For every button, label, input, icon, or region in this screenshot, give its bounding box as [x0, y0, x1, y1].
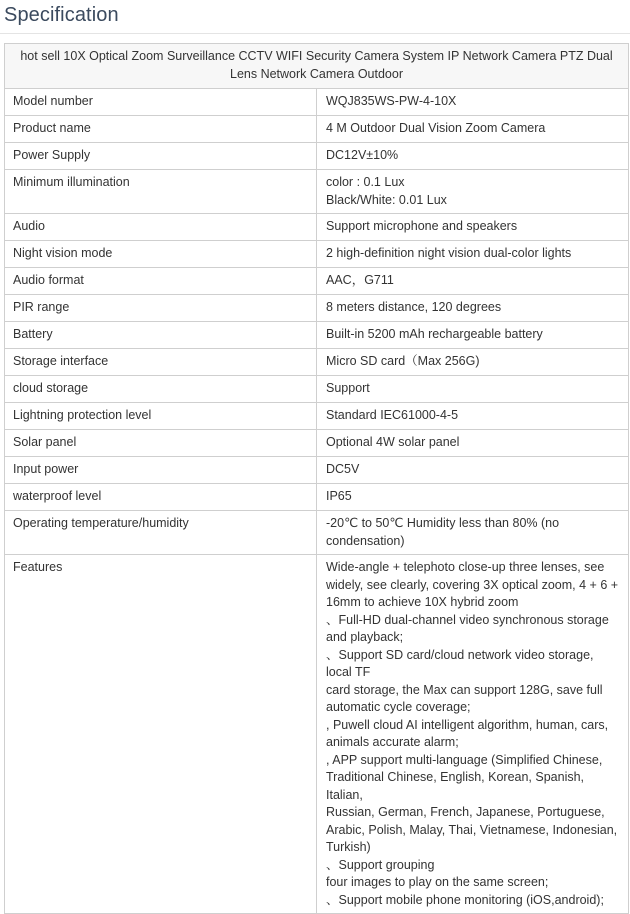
spec-value-line: Built-in 5200 mAh rechargeable battery — [326, 327, 543, 341]
spec-value-line: Micro SD card（Max 256G) — [326, 354, 480, 368]
spec-label: Lightning protection level — [5, 403, 317, 430]
spec-value-line: Russian, German, French, Japanese, Portuguese, Arabic, Polish, Malay, Thai, Vietnamese, Indonesian, Turkish) — [326, 805, 618, 854]
table-row — [5, 89, 629, 116]
spec-value-line: IP65 — [326, 489, 352, 503]
spec-label: Battery — [5, 322, 317, 349]
spec-value-line: , Puwell cloud AI intelligent algorithm, human, cars, — [326, 717, 609, 732]
spec-value-line: 、Support mobile phone monitoring (iOS,android); — [326, 892, 604, 907]
spec-label: Audio format — [5, 268, 317, 295]
spec-value — [317, 268, 629, 295]
spec-value — [317, 484, 629, 511]
heading-divider — [0, 33, 630, 34]
spec-value — [317, 430, 629, 457]
spec-value-line: 2 high-definition night vision dual-color lights — [326, 246, 572, 260]
spec-value-line: , APP support multi-language (Simplified Chinese, Traditional Chinese, English, Korean, Spanish, Italian, — [326, 752, 603, 802]
table-row — [5, 457, 629, 484]
table-row — [5, 268, 629, 295]
spec-value — [317, 214, 629, 241]
spec-label: PIR range — [5, 295, 317, 322]
table-row — [5, 511, 629, 555]
spec-table-body — [5, 44, 629, 914]
spec-value — [317, 116, 629, 143]
table-row — [5, 555, 629, 914]
spec-value — [317, 143, 629, 170]
table-row — [5, 116, 629, 143]
spec-label: waterproof level — [5, 484, 317, 511]
spec-label: Night vision mode — [5, 241, 317, 268]
table-row — [5, 170, 629, 214]
spec-label: Operating temperature/humidity — [5, 511, 317, 555]
spec-value-line: WQJ835WS-PW-4-10X — [326, 94, 457, 108]
spec-value-line: AAC，G711 — [326, 273, 394, 287]
spec-value — [317, 376, 629, 403]
table-title-row — [5, 44, 629, 89]
spec-value — [317, 241, 629, 268]
spec-value — [317, 403, 629, 430]
spec-value-line: 4 M Outdoor Dual Vision Zoom Camera — [326, 121, 546, 135]
spec-label: Input power — [5, 457, 317, 484]
spec-label: Features — [5, 555, 317, 914]
spec-label: cloud storage — [5, 376, 317, 403]
spec-label: Minimum illumination — [5, 170, 317, 214]
spec-value-line: 、Support grouping — [326, 857, 435, 872]
spec-value-line: -20℃ to 50℃ Humidity less than 80% (no condensation) — [326, 516, 560, 548]
table-row — [5, 322, 629, 349]
spec-value-line: color : 0.1 Lux — [326, 175, 405, 189]
table-row — [5, 349, 629, 376]
spec-value-line: Support — [326, 381, 370, 395]
spec-value-line: 、Full-HD dual-channel video synchronous storage and playback; — [326, 612, 609, 644]
spec-label: Power Supply — [5, 143, 317, 170]
spec-value-line: four images to play on the same screen; — [326, 875, 549, 889]
spec-value — [317, 349, 629, 376]
spec-value — [317, 170, 629, 214]
spec-label: Audio — [5, 214, 317, 241]
spec-value-line: Standard IEC61000-4-5 — [326, 408, 459, 422]
spec-table — [4, 43, 629, 914]
spec-value-line: DC12V±10% — [326, 148, 399, 162]
spec-value-line: Optional 4W solar panel — [326, 435, 460, 449]
spec-label: Solar panel — [5, 430, 317, 457]
spec-value-line: Black/White: 0.01 Lux — [326, 192, 447, 207]
spec-value — [317, 89, 629, 116]
table-title: hot sell 10X Optical Zoom Surveillance CCTV WIFI Security Camera System IP Network Camera PTZ Dual Lens Network Camera Outdoor — [5, 44, 629, 89]
spec-value-line: DC5V — [326, 462, 360, 476]
table-row — [5, 214, 629, 241]
spec-value-line: Wide-angle + telephoto close-up three lenses, see widely, see clearly, covering 3X optical zoom, 4 + 6 + 16mm to achieve 10X hybrid zoom — [326, 560, 619, 609]
spec-value — [317, 295, 629, 322]
spec-label: Storage interface — [5, 349, 317, 376]
spec-value-line: animals accurate alarm; — [326, 735, 459, 749]
table-row — [5, 143, 629, 170]
table-row — [5, 430, 629, 457]
spec-value-line: 、Support SD card/cloud network video storage, local TF — [326, 647, 594, 679]
table-row — [5, 376, 629, 403]
table-row — [5, 484, 629, 511]
spec-value — [317, 322, 629, 349]
table-row — [5, 241, 629, 268]
spec-label: Model number — [5, 89, 317, 116]
spec-value-line: 8 meters distance, 120 degrees — [326, 300, 502, 314]
page-title: Specification — [4, 4, 119, 26]
spec-value — [317, 555, 629, 914]
spec-value-line: Support microphone and speakers — [326, 219, 518, 233]
spec-value — [317, 511, 629, 555]
spec-value-line: card storage, the Max can support 128G, save full automatic cycle coverage; — [326, 682, 603, 714]
spec-value — [317, 457, 629, 484]
table-row — [5, 403, 629, 430]
table-row — [5, 295, 629, 322]
spec-label: Product name — [5, 116, 317, 143]
